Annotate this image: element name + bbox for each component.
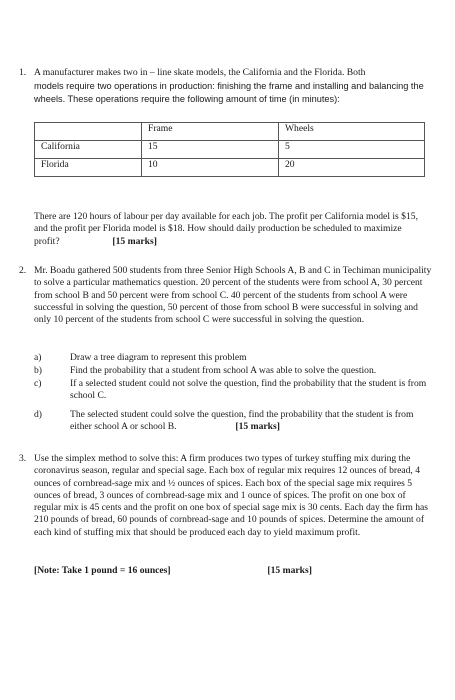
question-3-text: Use the simplex method to solve this: A firm produces two types of turkey stuffing mix during the coronavirus season, regular and special sage. Each box of regular mix requires 12 ounces of bread, 4 ounces of cornbread-sage mix and ½ ounces of spices. Each box of the special sage mix requires 5 ounces of bread, 3 ounces of cornbread-sage mix and 1 ounce of spices. The profit on one box of regular mix is 45 cents and the profit on one box of special sage mix is 30 cents. Each day the firm has 210 pounds of bread, 60 pounds of cornbread-sage and 10 pounds of spices. Determine the amount of each kind of stuffing mix that should be produced each day to yield maximum profit. — [34, 453, 429, 538]
table-header-cell — [35, 123, 142, 141]
question-3-marks: [15 marks] — [267, 565, 312, 576]
table-cell: 10 — [142, 159, 279, 177]
table-cell: California — [35, 141, 142, 159]
question-3-number: 3. — [19, 453, 27, 464]
time-table — [34, 122, 425, 177]
question-1-number: 1. — [19, 67, 27, 78]
table-row — [35, 141, 425, 159]
question-3-footer — [34, 565, 432, 577]
question-1-text: There are 120 hours of labour per day available for each job. The profit per California model is $15, and the profit per Florida model is $18. How should daily production be scheduled to maximize profit? — [34, 211, 418, 247]
part-text-body: The selected student could solve the question, find the probability that the student is from either school A or school B. — [70, 409, 414, 433]
part-label: b) — [34, 365, 42, 376]
question-1-intro: models require two operations in production: finishing the frame and installing and balancing the wheels. These operations require the following amount of time (in minutes): — [34, 81, 424, 104]
question-2-text: Mr. Boadu gathered 500 students from three Senior High Schools A, B and C in Techiman municipality to solve a particular mathematics question. 20 percent of the students were from school A, 30 percent from school B and 50 percent were from school C. 40 percent of the students from school A were successful in solving the question, 50 percent of those from school B were successful in solving and only 10 percent of the students from school C were successful in solving the question. — [34, 265, 432, 326]
question-1-marks: [15 marks] — [112, 235, 157, 247]
part-text: Find the probability that a student from school A was able to solve the question. — [70, 365, 377, 376]
table-header-row — [35, 123, 425, 141]
question-2-marks: [15 marks] — [235, 421, 280, 433]
table-header-cell: Wheels — [279, 123, 425, 141]
part-text: If a selected student could not solve the question, find the probability that the student is from school C. — [70, 378, 427, 402]
table-header-cell: Frame — [142, 123, 279, 141]
question-1-intro-line1: A manufacturer makes two in – line skate models, the California and the Florida. Both — [34, 67, 366, 78]
table-cell: 20 — [279, 159, 425, 177]
table-row — [35, 159, 425, 177]
table-cell: Florida — [35, 159, 142, 177]
question-1-body — [34, 211, 426, 248]
question-3-note: [Note: Take 1 pound = 16 ounces] — [34, 565, 171, 576]
part-text: Draw a tree diagram to represent this problem — [70, 352, 247, 363]
part-text — [70, 409, 432, 434]
table-cell: 5 — [279, 141, 425, 159]
part-label: a) — [34, 352, 42, 363]
part-label: d) — [34, 409, 42, 420]
part-label: c) — [34, 378, 42, 389]
table-cell: 15 — [142, 141, 279, 159]
question-2-number: 2. — [19, 265, 27, 276]
